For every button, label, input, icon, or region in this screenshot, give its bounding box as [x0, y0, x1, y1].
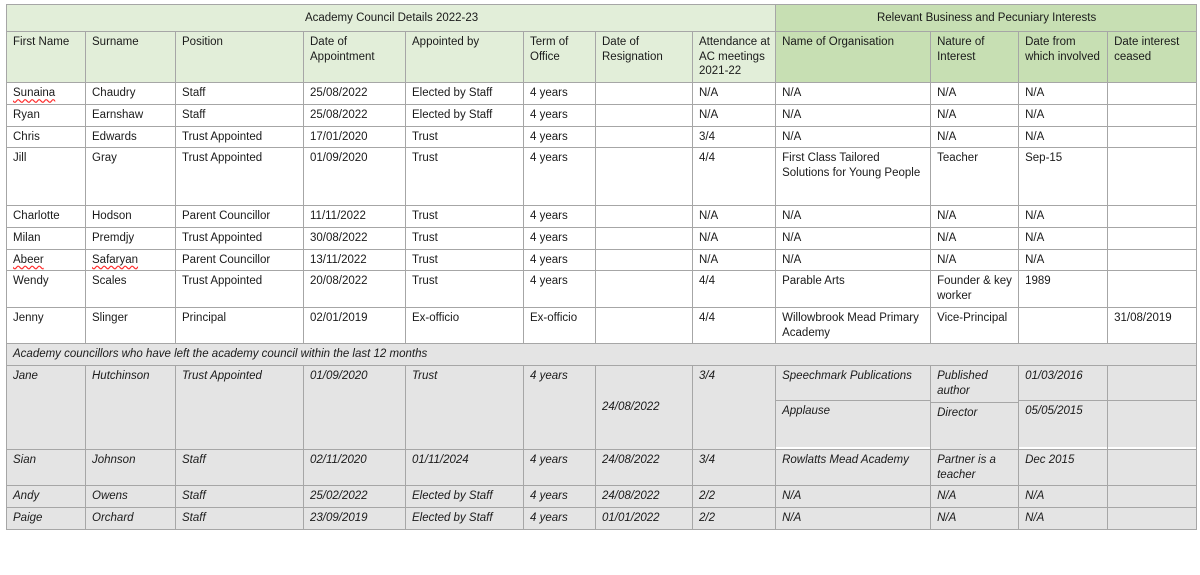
cell-first-name[interactable]: Wendy [7, 271, 86, 307]
cell-attendance[interactable]: N/A [693, 249, 776, 271]
section-heading-row [7, 344, 1197, 366]
cell-date-interest-ceased[interactable] [1108, 104, 1197, 126]
cell-term-of-office[interactable]: 4 years [524, 508, 596, 530]
cell-date-from-which-involved[interactable]: N/A [1019, 486, 1108, 508]
cell-name-of-organisation[interactable]: Parable Arts [776, 271, 931, 307]
cell-term-of-office[interactable]: 4 years [524, 148, 596, 206]
cell-date-interest-ceased[interactable] [1108, 206, 1197, 228]
nested-interest-table [931, 366, 1018, 449]
cell-date-of-appointment[interactable]: 23/09/2019 [304, 508, 406, 530]
cell-date-of-resignation[interactable]: 01/01/2022 [596, 508, 693, 530]
cell-position[interactable]: Staff [176, 486, 304, 508]
cell-name-of-organisation[interactable]: Applause [776, 400, 930, 447]
column-header-date-of-resignation: Date of Resignation [596, 32, 693, 83]
cell-date-of-appointment[interactable]: 17/01/2020 [304, 126, 406, 148]
cell-date-interest-ceased[interactable] [1108, 366, 1196, 400]
cell-name-of-organisation[interactable]: Rowlatts Mead Academy [776, 450, 931, 486]
cell-nature-of-interest-group [931, 366, 1019, 450]
cell-first-name[interactable]: Paige [7, 508, 86, 530]
cell-name-of-organisation[interactable]: N/A [776, 83, 931, 105]
table-row[interactable] [7, 486, 1197, 508]
cell-first-name[interactable]: Jill [7, 148, 86, 206]
cell-date-from-which-involved[interactable]: 01/03/2016 [1019, 366, 1107, 400]
cell-name-of-organisation[interactable]: Willowbrook Mead Primary Academy [776, 307, 931, 343]
cell-surname[interactable]: Gray [86, 148, 176, 206]
column-header-attendance: Attendance at AC meetings 2021-22 [693, 32, 776, 83]
cell-attendance[interactable]: 4/4 [693, 307, 776, 343]
cell-first-name[interactable] [7, 249, 86, 271]
cell-term-of-office[interactable]: 4 years [524, 366, 596, 450]
cell-nature-of-interest[interactable]: Founder & key worker [931, 271, 1019, 307]
cell-position[interactable]: Staff [176, 450, 304, 486]
cell-date-of-resignation[interactable]: 24/08/2022 [596, 366, 693, 450]
cell-appointed-by[interactable]: Elected by Staff [406, 83, 524, 105]
cell-name-of-organisation[interactable]: N/A [776, 249, 931, 271]
cell-appointed-by[interactable]: Trust [406, 148, 524, 206]
cell-date-from-which-involved[interactable]: Sep-15 [1019, 148, 1108, 206]
cell-date-interest-ceased[interactable] [1108, 400, 1196, 447]
cell-attendance[interactable]: N/A [693, 206, 776, 228]
cell-surname[interactable]: Premdjy [86, 228, 176, 250]
cell-term-of-office[interactable]: 4 years [524, 126, 596, 148]
spellcheck-underlined-text: Abeer [13, 253, 44, 266]
cell-appointed-by[interactable]: Trust [406, 228, 524, 250]
cell-nature-of-interest[interactable]: N/A [931, 206, 1019, 228]
cell-first-name[interactable]: Jenny [7, 307, 86, 343]
cell-position[interactable]: Staff [176, 508, 304, 530]
cell-date-of-resignation[interactable] [596, 271, 693, 307]
cell-date-from-which-involved[interactable]: N/A [1019, 126, 1108, 148]
cell-date-interest-ceased[interactable] [1108, 249, 1197, 271]
cell-surname[interactable]: Hodson [86, 206, 176, 228]
table-row[interactable] [7, 450, 1197, 486]
cell-attendance[interactable]: 3/4 [693, 126, 776, 148]
cell-term-of-office[interactable]: 4 years [524, 206, 596, 228]
table-body [7, 83, 1197, 530]
nested-interest-row[interactable] [931, 366, 1018, 402]
nested-interest-row[interactable] [1019, 400, 1107, 447]
column-header-surname: Surname [86, 32, 176, 83]
cell-position[interactable]: Trust Appointed [176, 366, 304, 450]
table-row[interactable] [7, 126, 1197, 148]
column-header-date-interest-ceased: Date interest ceased [1108, 32, 1197, 83]
spellcheck-underlined-text: Sunaina [13, 87, 56, 100]
cell-attendance[interactable]: N/A [693, 104, 776, 126]
cell-attendance[interactable]: 2/2 [693, 508, 776, 530]
cell-nature-of-interest[interactable]: Director [931, 402, 1018, 449]
cell-date-interest-ceased[interactable] [1108, 126, 1197, 148]
cell-term-of-office[interactable]: Ex-officio [524, 307, 596, 343]
table-row[interactable] [7, 249, 1197, 271]
column-header-appointed-by: Appointed by [406, 32, 524, 83]
cell-first-name[interactable]: Charlotte [7, 206, 86, 228]
cell-term-of-office[interactable]: 4 years [524, 249, 596, 271]
cell-term-of-office[interactable]: 4 years [524, 450, 596, 486]
cell-date-interest-ceased[interactable] [1108, 148, 1197, 206]
cell-date-of-resignation[interactable] [596, 228, 693, 250]
cell-date-interest-ceased[interactable] [1108, 228, 1197, 250]
cell-date-from-which-involved[interactable]: Dec 2015 [1019, 450, 1108, 486]
banner-row [7, 5, 1197, 32]
cell-attendance[interactable]: 3/4 [693, 366, 776, 450]
cell-date-interest-ceased[interactable] [1108, 486, 1197, 508]
cell-first-name[interactable]: Jane [7, 366, 86, 450]
cell-name-of-organisation[interactable]: First Class Tailored Solutions for Young People [776, 148, 931, 206]
cell-term-of-office[interactable]: 4 years [524, 104, 596, 126]
spellcheck-underlined-text: Safaryan [92, 253, 139, 266]
cell-date-of-resignation[interactable] [596, 307, 693, 343]
cell-date-interest-ceased[interactable] [1108, 508, 1197, 530]
cell-date-interest-ceased[interactable] [1108, 450, 1197, 486]
cell-date-of-appointment[interactable]: 01/09/2020 [304, 148, 406, 206]
table-row[interactable] [7, 83, 1197, 105]
nested-interest-table [1108, 366, 1196, 447]
cell-attendance[interactable]: 4/4 [693, 271, 776, 307]
cell-surname[interactable]: Slinger [86, 307, 176, 343]
cell-surname[interactable]: Hutchinson [86, 366, 176, 450]
cell-date-of-resignation[interactable] [596, 206, 693, 228]
cell-position[interactable]: Trust Appointed [176, 148, 304, 206]
cell-name-of-organisation[interactable]: N/A [776, 508, 931, 530]
cell-name-of-organisation[interactable]: Speechmark Publications [776, 366, 930, 400]
cell-position[interactable]: Principal [176, 307, 304, 343]
cell-name-of-organisation-group [776, 366, 931, 450]
banner-academy-council-details: Academy Council Details 2022-23 [7, 5, 776, 32]
cell-first-name[interactable]: Sian [7, 450, 86, 486]
cell-term-of-office[interactable]: 4 years [524, 228, 596, 250]
column-header-position: Position [176, 32, 304, 83]
cell-date-of-resignation[interactable] [596, 83, 693, 105]
cell-date-of-appointment[interactable]: 25/02/2022 [304, 486, 406, 508]
cell-surname[interactable] [86, 249, 176, 271]
cell-appointed-by[interactable]: Ex-officio [406, 307, 524, 343]
cell-surname[interactable]: Earnshaw [86, 104, 176, 126]
cell-date-from-which-involved[interactable]: N/A [1019, 206, 1108, 228]
nested-interest-table [1019, 366, 1107, 447]
nested-interest-row[interactable] [931, 402, 1018, 449]
cell-nature-of-interest[interactable]: Published author [931, 366, 1018, 402]
cell-surname[interactable]: Johnson [86, 450, 176, 486]
nested-interest-table [776, 366, 930, 447]
cell-date-of-resignation[interactable] [596, 148, 693, 206]
cell-nature-of-interest[interactable]: N/A [931, 249, 1019, 271]
cell-date-interest-ceased-group [1108, 366, 1197, 450]
cell-nature-of-interest[interactable]: Teacher [931, 148, 1019, 206]
cell-position[interactable]: Parent Councillor [176, 206, 304, 228]
cell-date-from-which-involved[interactable] [1019, 307, 1108, 343]
cell-nature-of-interest[interactable]: Partner is a teacher [931, 450, 1019, 486]
cell-nature-of-interest[interactable]: N/A [931, 83, 1019, 105]
column-header-name-of-organisation: Name of Organisation [776, 32, 931, 83]
cell-date-of-appointment[interactable]: 30/08/2022 [304, 228, 406, 250]
cell-nature-of-interest[interactable]: Vice-Principal [931, 307, 1019, 343]
table-row[interactable] [7, 228, 1197, 250]
cell-attendance[interactable]: N/A [693, 83, 776, 105]
cell-appointed-by[interactable]: Trust [406, 366, 524, 450]
cell-attendance[interactable]: 2/2 [693, 486, 776, 508]
table-row[interactable] [7, 104, 1197, 126]
cell-position[interactable]: Trust Appointed [176, 126, 304, 148]
cell-attendance[interactable]: 3/4 [693, 450, 776, 486]
cell-surname[interactable]: Scales [86, 271, 176, 307]
cell-term-of-office[interactable]: 4 years [524, 271, 596, 307]
nested-interest-row[interactable] [776, 366, 930, 400]
cell-date-from-which-involved[interactable]: N/A [1019, 228, 1108, 250]
cell-date-from-which-involved[interactable]: N/A [1019, 508, 1108, 530]
cell-first-name[interactable]: Milan [7, 228, 86, 250]
cell-nature-of-interest[interactable]: N/A [931, 104, 1019, 126]
nested-interest-row[interactable] [1108, 366, 1196, 400]
cell-first-name[interactable] [7, 83, 86, 105]
cell-position[interactable]: Trust Appointed [176, 271, 304, 307]
table-header [7, 5, 1197, 83]
table-row[interactable] [7, 271, 1197, 307]
cell-name-of-organisation[interactable]: N/A [776, 206, 931, 228]
column-header-first-name: First Name [7, 32, 86, 83]
cell-surname[interactable]: Orchard [86, 508, 176, 530]
cell-name-of-organisation[interactable]: N/A [776, 104, 931, 126]
column-header-term-of-office: Term of Office [524, 32, 596, 83]
cell-nature-of-interest[interactable]: N/A [931, 228, 1019, 250]
cell-date-of-resignation[interactable] [596, 249, 693, 271]
cell-nature-of-interest[interactable]: N/A [931, 486, 1019, 508]
cell-appointed-by[interactable]: 01/11/2024 [406, 450, 524, 486]
cell-nature-of-interest[interactable]: N/A [931, 508, 1019, 530]
column-header-row [7, 32, 1197, 83]
cell-position[interactable]: Parent Councillor [176, 249, 304, 271]
cell-appointed-by[interactable]: Trust [406, 206, 524, 228]
column-header-date-of-appointment: Date of Appointment [304, 32, 406, 83]
cell-date-of-appointment[interactable]: 02/11/2020 [304, 450, 406, 486]
cell-date-from-which-involved[interactable]: 05/05/2015 [1019, 400, 1107, 447]
nested-interest-row[interactable] [776, 400, 930, 447]
cell-date-from-which-involved[interactable]: 1989 [1019, 271, 1108, 307]
cell-attendance[interactable]: 4/4 [693, 148, 776, 206]
cell-date-from-which-involved-group [1019, 366, 1108, 450]
table-row[interactable] [7, 206, 1197, 228]
cell-date-of-appointment[interactable]: 11/11/2022 [304, 206, 406, 228]
cell-date-interest-ceased[interactable] [1108, 271, 1197, 307]
cell-first-name[interactable]: Andy [7, 486, 86, 508]
cell-first-name[interactable]: Chris [7, 126, 86, 148]
cell-date-of-appointment[interactable]: 25/08/2022 [304, 83, 406, 105]
nested-interest-row[interactable] [1108, 400, 1196, 447]
cell-date-of-resignation[interactable] [596, 104, 693, 126]
table-row[interactable] [7, 148, 1197, 206]
section-heading-left-members: Academy councillors who have left the academy council within the last 12 months [7, 344, 1197, 366]
nested-interest-row[interactable] [1019, 366, 1107, 400]
cell-name-of-organisation[interactable]: N/A [776, 228, 931, 250]
cell-date-of-resignation[interactable]: 24/08/2022 [596, 450, 693, 486]
table-row[interactable] [7, 366, 1197, 450]
cell-date-interest-ceased[interactable] [1108, 83, 1197, 105]
cell-name-of-organisation[interactable]: N/A [776, 126, 931, 148]
cell-position[interactable]: Staff [176, 83, 304, 105]
cell-surname[interactable]: Chaudry [86, 83, 176, 105]
cell-attendance[interactable]: N/A [693, 228, 776, 250]
cell-date-interest-ceased[interactable]: 31/08/2019 [1108, 307, 1197, 343]
cell-date-of-resignation[interactable] [596, 126, 693, 148]
cell-position[interactable]: Trust Appointed [176, 228, 304, 250]
cell-term-of-office[interactable]: 4 years [524, 83, 596, 105]
banner-relevant-business-interests: Relevant Business and Pecuniary Interests [776, 5, 1197, 32]
cell-date-of-appointment[interactable]: 25/08/2022 [304, 104, 406, 126]
cell-appointed-by[interactable]: Elected by Staff [406, 104, 524, 126]
cell-nature-of-interest[interactable]: N/A [931, 126, 1019, 148]
cell-appointed-by[interactable]: Trust [406, 126, 524, 148]
cell-date-of-resignation[interactable]: 24/08/2022 [596, 486, 693, 508]
cell-appointed-by[interactable]: Elected by Staff [406, 486, 524, 508]
academy-council-table [6, 4, 1197, 530]
cell-date-from-which-involved[interactable]: N/A [1019, 249, 1108, 271]
cell-surname[interactable]: Owens [86, 486, 176, 508]
cell-position[interactable]: Staff [176, 104, 304, 126]
cell-date-of-appointment[interactable]: 01/09/2020 [304, 366, 406, 450]
cell-first-name[interactable]: Ryan [7, 104, 86, 126]
column-header-date-from-which-involved: Date from which involved [1019, 32, 1108, 83]
cell-date-of-appointment[interactable]: 13/11/2022 [304, 249, 406, 271]
table-row[interactable] [7, 508, 1197, 530]
cell-appointed-by[interactable]: Elected by Staff [406, 508, 524, 530]
cell-date-of-appointment[interactable]: 02/01/2019 [304, 307, 406, 343]
cell-date-of-appointment[interactable]: 20/08/2022 [304, 271, 406, 307]
cell-term-of-office[interactable]: 4 years [524, 486, 596, 508]
cell-surname[interactable]: Edwards [86, 126, 176, 148]
cell-date-from-which-involved[interactable]: N/A [1019, 83, 1108, 105]
table-row[interactable] [7, 307, 1197, 343]
cell-appointed-by[interactable]: Trust [406, 271, 524, 307]
cell-appointed-by[interactable]: Trust [406, 249, 524, 271]
cell-date-from-which-involved[interactable]: N/A [1019, 104, 1108, 126]
column-header-nature-of-interest: Nature of Interest [931, 32, 1019, 83]
cell-name-of-organisation[interactable]: N/A [776, 486, 931, 508]
